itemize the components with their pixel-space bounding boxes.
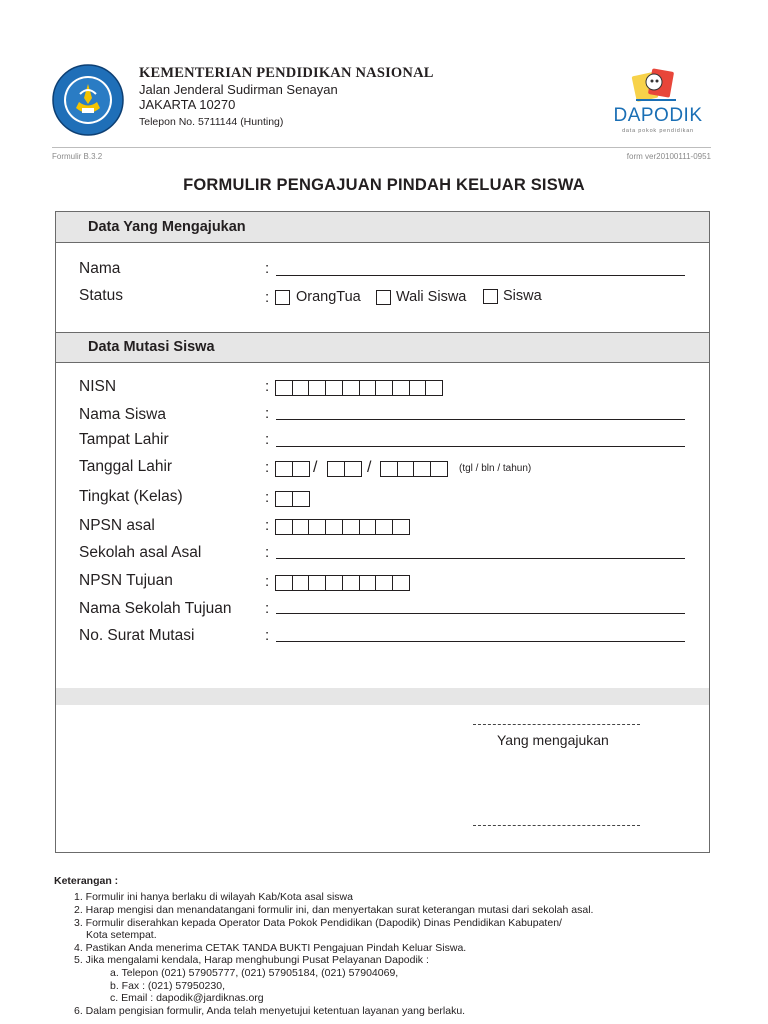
signature-label: Yang mengajukan — [497, 732, 609, 748]
section-title-applicant: Data Yang Mengajukan — [88, 219, 246, 235]
colon: : — [265, 260, 270, 277]
name-field[interactable] — [276, 275, 685, 276]
birthplace-field[interactable] — [276, 446, 685, 447]
grade-boxes[interactable] — [275, 491, 308, 507]
colon: : — [265, 627, 270, 644]
status-label: Status — [79, 287, 123, 304]
colon: : — [265, 459, 270, 476]
birthplace-label: Tampat Lahir — [79, 431, 169, 448]
origin-school-field[interactable] — [276, 558, 685, 559]
date-separator: / — [367, 459, 372, 476]
status-option-orangtua: OrangTua — [296, 289, 361, 305]
form-code: Formulir B.3.2 — [52, 152, 103, 161]
signature-divider-strip — [56, 688, 709, 705]
colon: : — [265, 544, 270, 561]
nisn-label: NISN — [79, 378, 117, 395]
birthdate-year-boxes[interactable] — [380, 461, 447, 477]
status-option-siswa: Siswa — [503, 288, 542, 304]
dapodik-wordmark: DAPODIK — [613, 105, 703, 126]
letter-number-field[interactable] — [276, 641, 685, 642]
note-item: 2. Harap mengisi dan menandatangani formulir ini, dan menyertakan surat keterangan mutasi dari sekolah asal. — [74, 904, 594, 916]
destination-school-label: Nama Sekolah Tujuan — [79, 600, 232, 617]
colon: : — [265, 573, 270, 590]
dapodik-tagline: data pokok pendidikan — [622, 128, 694, 134]
note-item: 6. Dalam pengisian formulir, Anda telah menyetujui ketentuan layanan yang berlaku. — [74, 1005, 466, 1017]
birthdate-month-boxes[interactable] — [327, 461, 360, 477]
ministry-name: KEMENTERIAN PENDIDIKAN NASIONAL — [139, 65, 434, 81]
student-name-label: Nama Siswa — [79, 406, 166, 423]
birthdate-label: Tanggal Lahir — [79, 458, 173, 475]
grade-label: Tingkat (Kelas) — [79, 488, 183, 505]
page-title: FORMULIR PENGAJUAN PINDAH KELUAR SISWA — [183, 176, 585, 194]
colon: : — [265, 517, 270, 534]
birthdate-day-boxes[interactable] — [275, 461, 308, 477]
note-item: 1. Formulir ini hanya berlaku di wilayah Kab/Kota asal siswa — [74, 891, 353, 903]
date-separator: / — [313, 459, 318, 476]
section-title-mutation: Data Mutasi Siswa — [88, 339, 215, 355]
destination-school-field[interactable] — [276, 613, 685, 614]
address-line-2: JAKARTA 10270 — [139, 97, 236, 112]
colon: : — [265, 378, 270, 395]
note-subitem: c. Email : dapodik@jardiknas.org — [110, 992, 264, 1004]
colon: : — [265, 431, 270, 448]
student-name-field[interactable] — [276, 419, 685, 420]
status-checkbox-siswa[interactable] — [483, 289, 498, 304]
header-divider — [52, 147, 711, 148]
colon: : — [265, 489, 270, 506]
phone-number: Telepon No. 5711144 (Hunting) — [139, 116, 284, 128]
destination-npsn-label: NPSN Tujuan — [79, 572, 173, 589]
destination-npsn-boxes[interactable] — [275, 575, 409, 591]
signature-line[interactable] — [473, 825, 640, 826]
status-checkbox-wali[interactable] — [376, 290, 391, 305]
note-subitem: b. Fax : (021) 57950230, — [110, 980, 225, 992]
date-format-hint: (tgl / bln / tahun) — [459, 463, 532, 474]
note-item: Kota setempat. — [86, 929, 157, 941]
note-item: 5. Jika mengalami kendala, Harap menghubungi Pusat Pelayanan Dapodik : — [74, 954, 429, 966]
origin-school-label: Sekolah asal Asal — [79, 544, 202, 561]
notes-title: Keterangan : — [54, 875, 119, 887]
ministry-emblem-icon — [52, 64, 124, 136]
note-item: 3. Formulir diserahkan kepada Operator Data Pokok Pendidikan (Dapodik) Dinas Pendidikan Kabupaten/ — [74, 917, 562, 929]
note-subitem: a. Telepon (021) 57905777, (021) 57905184, (021) 57904069, — [110, 967, 399, 979]
name-label: Nama — [79, 260, 121, 277]
form-version: form ver20100111-0951 — [626, 152, 711, 161]
colon: : — [265, 405, 270, 422]
colon: : — [265, 289, 270, 306]
signature-date-line[interactable] — [473, 724, 640, 725]
letter-number-label: No. Surat Mutasi — [79, 627, 195, 644]
colon: : — [265, 600, 270, 617]
origin-npsn-label: NPSN asal — [79, 517, 155, 534]
status-checkbox-orangtua[interactable] — [275, 290, 290, 305]
origin-npsn-boxes[interactable] — [275, 519, 409, 535]
status-option-wali: Wali Siswa — [396, 289, 467, 305]
note-item: 4. Pastikan Anda menerima CETAK TANDA BUKTI Pengajuan Pindah Keluar Siswa. — [74, 942, 467, 954]
nisn-boxes[interactable] — [275, 380, 442, 396]
address-line-1: Jalan Jenderal Sudirman Senayan — [139, 82, 338, 97]
